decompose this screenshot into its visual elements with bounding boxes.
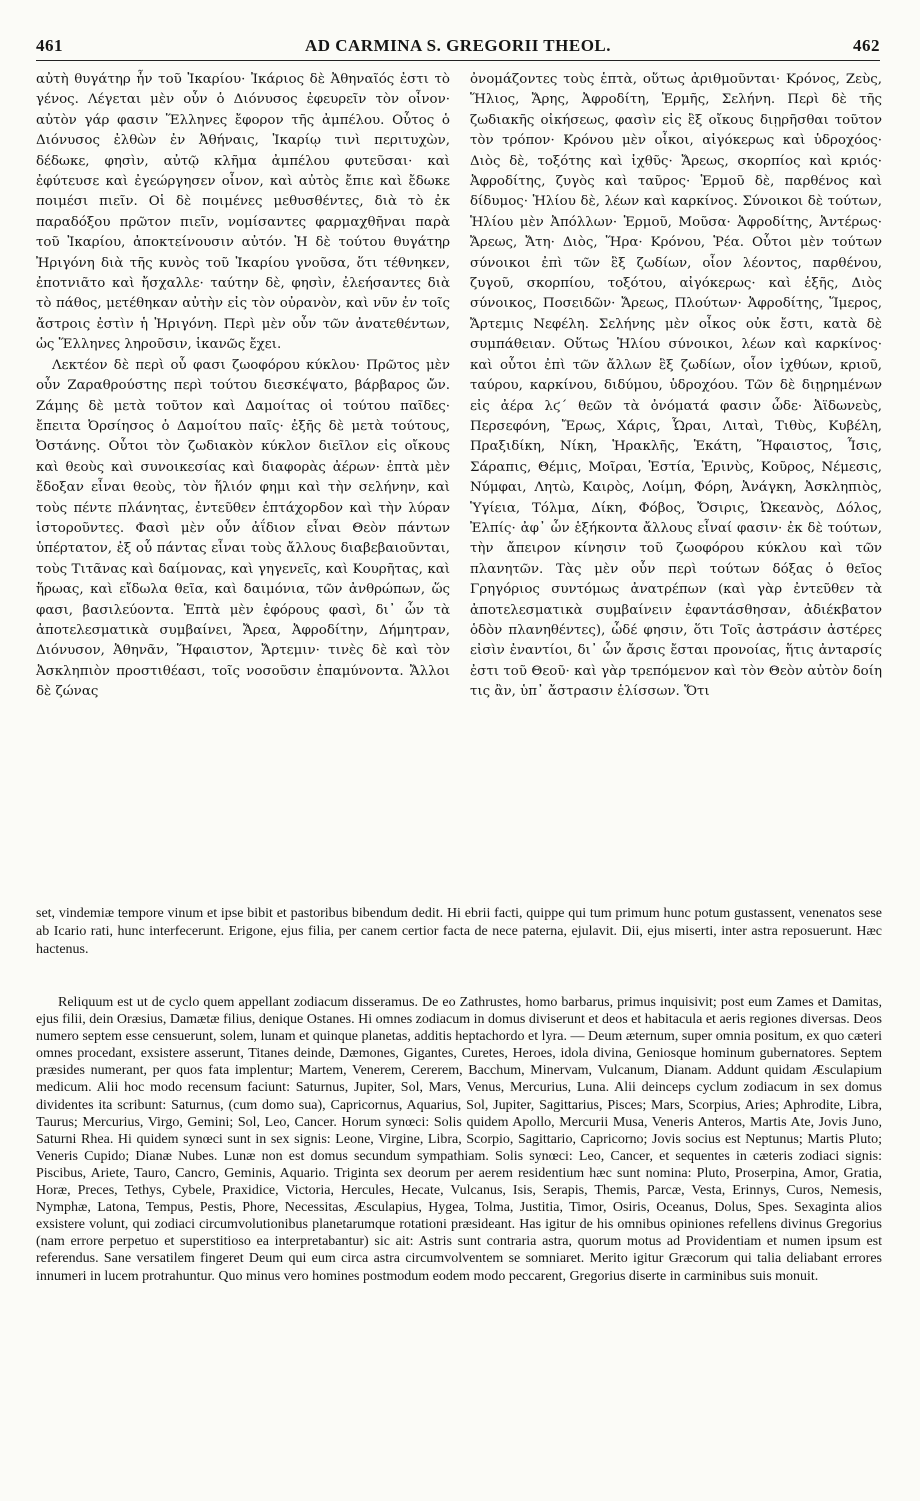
greek-left-paragraph-2: Λεκτέον δὲ περὶ οὗ φασι ζωοφόρου κύκλου· Πρῶτος μὲν οὖν Ζαραθρούστης περὶ τούτου διεσκέψατο, βάρβαρος ὤν. Ζάμης δὲ μετὰ τοῦτον καὶ Δαμοίτας οἱ τούτου παῖδες· ἔπειτα Ὀρσίησος ὁ Δαμοίτου παῖς· ἐξῆς δὲ μετὰ τούτους, Ὀστάνης. Οὗτοι τὸν ζωδιακὸν κύκλον διεῖλον εἰς οἴκους καὶ θεοὺς καὶ συνοικεσίας καὶ διαφορὰς ἀέρων· ἑπτὰ μὲν ἔδοξαν εἶναι θεοὺς, τὸν ἥλιόν φημι καὶ τὴν σελήνην, καὶ τοὺς πέντε πλάνητας, ἐντεῦθεν ἑπτάχορδον καὶ τὴν λύραν ἱστοροῦντες. Φασὶ μὲν οὖν ἀΐδιον εἶναι Θεὸν πάντων ὑπέρτατον, ἐξ οὗ πάντας εἶναι τοὺς ἄλλους διαβεβαιοῦνται, τοὺς Τιτᾶνας καὶ δαίμονας, καὶ γηγενεῖς, καὶ Κουρῆτας, καὶ ἥρωας, καὶ εἴδωλα θεῖα, καὶ δαιμόνια, τῶν ἀνθρώπων, ὥς φασι, βασιλεύοντα. Ἑπτὰ μὲν ἐφόρους φασὶ, δι᾽ ὧν τὰ ἀποτελεσματικὰ συμβαίνει, Ἄρεα, Ἀφροδίτην, Δήμητραν, Διόνυσον, Ἀθηνᾶν, Ἥφαιστον, Ἄρτεμιν· τινὲς δὲ καὶ τὸν Ἀσκληπιὸν προστιθέασι, τοῖς νοσοῦσιν ἐπαμύνοντα. Ἄλλοι δὲ ζώνας xyxy=(36,357,450,700)
page-number-right: 462 xyxy=(853,36,880,55)
latin-paragraph-2: Reliquum est ut de cyclo quem appellant zodiacum disseramus. De eo Zathrustes, homo barbarus, primus inquisivit; post eum Zames et Damitas, ejus filii, dein Oræsius, Damætæ filius, denique Ostanes. Hi omnes zodiacum in domus diviserunt et deos et habitacula et aeris regiones diversas. Deos numero septem esse censuerunt, solem, lunam et quinque planetas, additis heptachordo et lyra. — Deum æternum, super omnia positum, ex quo cæteri omnes procedant, exsistere asserunt, Titanes deinde, Dæmones, Gigantes, Curetes, Heroes, idola divina, Geniosque hominum gubernatores. Septem præsides numerant, per quos fata implentur; Martem, Venerem, Cererem, Bacchum, Minervam, Vulcanum, Dianam. Addunt quidam Æsculapium medicum. Alii hoc modo recensum faciunt: Saturnus, Jupiter, Sol, Mars, Venus, Mercurius, Luna. Alii deinceps cyclum zodiacum in sex domus dividentes ita scribunt: Saturnus, (cum domo sua), Capricornus, Aquarius, Sol, Jupiter, Sagittarius, Pisces; Mars, Scorpius, Aries; Aphrodite, Libra, Taurus; Mercurius, Virgo, Gemini; Sol, Leo, Cancer. Horum synœci: Solis quidem Apollo, Mercurii Musa, Veneris Anteros, Martis Ate, Jovis Juno, Saturni Rhea. Hi quidem synœci sunt in sex signis: Leone, Virgine, Libra, Scorpio, Sagittario, Capricorno; Jovis socius est Neptunus; Martis Pluto; Veneris Cupido; Dianæ Nubes. Lunæ non est domus secundum sympathiam. Solis synœci: Leo, Cancer, et sequentes in cæteris zodiaci signis: Piscibus, Ariete, Tauro, Cancro, Geminis, Aquario. Triginta sex deorum per aerem residentium hæc sunt nomina: Pluto, Proserpina, Amor, Gratia, Horæ, Preces, Tethys, Cybele, Praxidice, Victoria, Hercules, Hecate, Vulcanus, Isis, Serapis, Themis, Parcæ, Vesta, Erinnys, Curos, Nemesis, Nymphæ, Latona, Tempus, Pestis, Phore, Necessitas, Æsculapius, Hygea, Tolma, Justitia, Timor, Osiris, Oceanus, Dolus, Spes. Sexaginta alios exsistere volunt, qui zodiaci circumvolutionibus planetarumque rotationi præsideant. Has igitur de his omnibus opiniones refellens divinus Gregorius (nam errore perpetuo et superstitioso ea interpretabantur) sic ait: Astris sunt contraria astra, quorum motus ad Providentiam et numen ipsum est referendus. Sane versatilem fingeret Deum qui eum circa astra circumvolventem se somniaret. Merito igitur Græcorum qui talia deliabant errores innumeri in lucem protrahuntur. Quo minus vero homines postmodum eodem modo peccarent, Gregorius diserte in carminibus suis monuit. xyxy=(36,995,882,1284)
page-number-left: 461 xyxy=(36,36,63,55)
greek-column-left xyxy=(36,70,450,703)
latin-translation-block-1 xyxy=(36,905,882,959)
latin-paragraph-1: set, vindemiæ tempore vinum et ipse bibit et pastoribus bibendum dedit. Hi ebrii facti, quippe qui tum primum hunc potum gustassent, venenatos sese ab Icario rati, hunc interfecerunt. Erigone, ejus filia, per canem certior facta de nece paterna, ejulavit. Dii, ejus miserti, inter astra reposuerunt. Hæc hactenus. xyxy=(36,906,882,957)
greek-left-paragraph-1: αὐτὴ θυγάτηρ ἦν τοῦ Ἰκαρίου· Ἰκάριος δὲ Ἀθηναῖός ἐστι τὸ γένος. Λέγεται μὲν οὖν ὁ Διόνυσος ἐφευρεῖν τὸν οἶνον· αὐτὸν γάρ φασιν Ἕλληνες ἔφορον τῆς ἀμπέλου. Οὗτος ὁ Διόνυσος ἐλθὼν ἐν Ἀθήναις, Ἰκαρίῳ τινὶ περιτυχὼν, δέδωκε, φησὶν, αὐτῷ κλῆμα ἀμπέλου φυτεῦσαι· καὶ ἐφύτευσε καὶ ἐγεώργησεν οἶνον, καὶ αὐτὸς ἔπιε καὶ ἔδωκε ποιμέσι πιεῖν. Οἱ δὲ ποιμένες μεθυσθέντες, διὰ τὸ ἐκ παραδόξου πρῶτον πιεῖν, νομίσαντες φαρμαχθῆναι παρὰ τοῦ Ἰκαρίου, ἀποκτείνουσιν αὐτόν. Ἡ δὲ τούτου θυγάτηρ Ἠριγόνη διὰ τῆς κυνὸς τοῦ Ἰκαρίου γνοῦσα, ὅτι τέθνηκεν, ἐποτνιᾶτο καὶ ἤσχαλλε· ταύτην δὲ, φησὶν, ἐλεήσαντες διὰ τὸ πάθος, μετέθηκαν αὐτὴν εἰς τὸν οὐρανὸν, καὶ νῦν ἐν τοῖς ἄστροις ἐστὶν ἡ Ἠριγόνη. Περὶ μὲν οὖν τῶν ἀνατεθέντων, ὡς Ἕλληνες ληροῦσιν, ἱκανῶς ἔχει. xyxy=(36,72,450,353)
latin-translation-block-2 xyxy=(36,994,882,1285)
running-header xyxy=(36,36,880,61)
greek-column-right xyxy=(470,70,882,703)
running-title: AD CARMINA S. GREGORII THEOL. xyxy=(304,36,612,55)
greek-right-paragraph-1: ὀνομάζοντες τοὺς ἑπτὰ, οὕτως ἀριθμοῦνται· Κρόνος, Ζεὺς, Ἥλιος, Ἄρης, Ἀφροδίτη, Ἑρμῆς, Σελήνη. Περὶ δὲ τῆς ζωδιακῆς οἰκήσεως, φασὶν εἰς ἓξ οἴκους διῃρῆσθαι τοῦτον τὸν τρόπον· Κρόνου μὲν οἶκοι, αἰγόκερως καὶ ὑδροχόος· Διὸς δὲ, τοξότης καὶ ἰχθῦς· Ἄρεως, σκορπίος καὶ κριός· Ἀφροδίτης, ζυγὸς καὶ ταῦρος· Ἑρμοῦ δὲ, παρθένος καὶ δίδυμος· Ἡλίου δὲ, λέων καὶ καρκίνος. Σύνοικοι δὲ τούτων, Ἡλίου μὲν Ἀπόλλων· Ἑρμοῦ, Μοῦσα· Ἀφροδίτης, Ἀντέρως· Ἄρεως, Ἄτη· Διὸς, Ἥρα· Κρόνου, Ῥέα. Οὗτοι μὲν τούτων σύνοικοι ἐπὶ τῶν ἓξ ζωδίων, οἷον λέοντος, παρθένου, ζυγοῦ, σκορπίου, τοξότου, αἰγόκερως· καὶ ἑξῆς, Διὸς σύνοικος, Ποσειδῶν· Ἄρεως, Πλούτων· Ἀφροδίτης, Ἵμερος, Ἄρτεμις Νεφέλη. Σελήνης μὲν οἶκος οὐκ ἔστι, κατὰ δὲ συμπάθειαν. Οὕτως Ἡλίου σύνοικοι, λέων καὶ καρκίνος· καὶ οὗτοι ἐπὶ τῶν ἄλλων ἓξ ζωδίων, οἷον ἰχθύων, κριοῦ, ταύρου, καρκίνου, διδύμου, ὑδροχόου. Τῶν δὲ διῃρημένων εἰς ἀέρα λϛ´ θεῶν τὰ ὀνόματά φασιν ὧδε· Ἀϊδωνεὺς, Περσεφόνη, Ἔρως, Χάρις, Ὧραι, Λιταὶ, Τιθὺς, Κυβέλη, Πραξιδίκη, Νίκη, Ἡρακλῆς, Ἑκάτη, Ἥφαιστος, Ἶσις, Σάραπις, Θέμις, Μοῖραι, Ἑστία, Ἐρινὺς, Κοῦρος, Νέμεσις, Νύμφαι, Λητὼ, Καιρὸς, Λοίμη, Φόρη, Ἀνάγκη, Ἀσκληπιὸς, Ὑγίεια, Τόλμα, Δίκη, Φόβος, Ὄσιρις, Ὠκεανὸς, Δόλος, Ἐλπίς· ἀφ᾽ ὧν ἑξήκοντα ἄλλους εἶναί φασιν· ἐκ δὲ τούτων, τὴν ἄπειρον κίνησιν τοῦ ζωοφόρου κύκλου καὶ τῶν πλανητῶν. Τὰς μὲν οὖν περὶ τούτων δόξας ὁ θεῖος Γρηγόριος συντόμως ἀνατρέπων (καὶ γὰρ ἐντεῦθεν τὰ ἀποτελεσματικὰ συμβαίνειν ἐφαντάσθησαν, ἀδιέκβατον ὁδὸν πλανηθέντες), ὧδέ φησιν, ὅτι Τοῖς ἀστράσιν ἀστέρες εἰσὶν ἐναντίοι, δι᾽ ὧν ἄρσις ἔσται προνοίας, ἥτις ἀνταρσίς ἐστι τοῦ Θεοῦ· καὶ γὰρ τρεπόμενον καὶ τὸν Θεὸν αὐτὸν δοίη τις ἂν, ὑπ᾽ ἄστρασιν ἑλίσσων. Ὅτι xyxy=(470,72,882,700)
